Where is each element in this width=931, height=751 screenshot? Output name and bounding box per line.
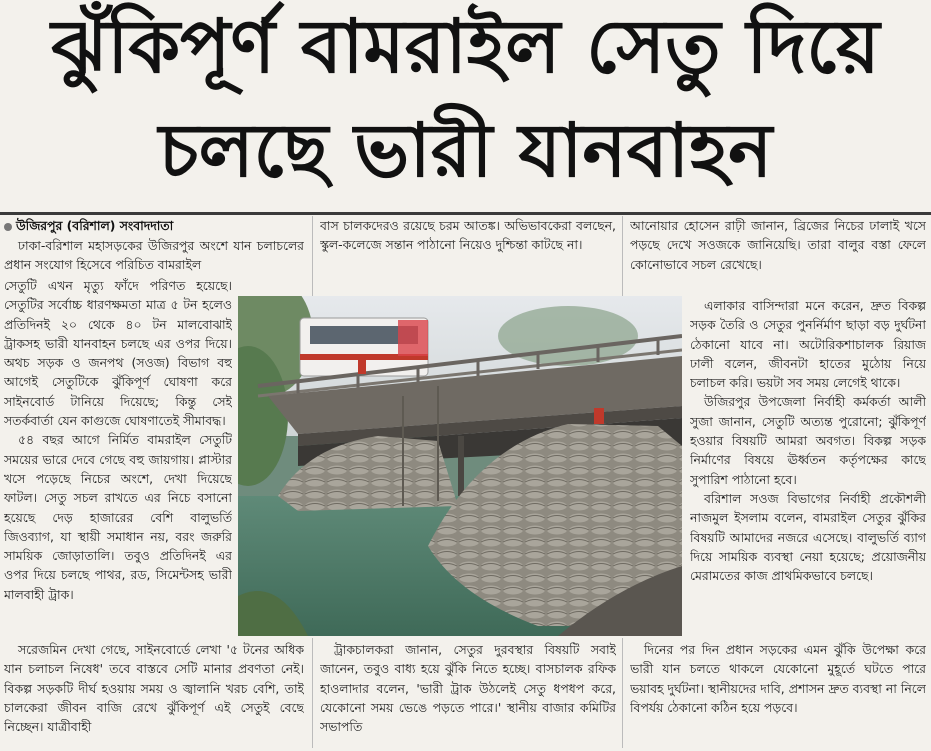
paragraph: উজিরপুর উপজেলা নির্বাহী কর্মকর্তা আলী সুজা জানান, সেতুটি অত্যন্ত পুরোনো; ঝুঁকিপূর্ণ হওয়ার বিষয়টি আমরা অবগত। বিকল্প সড়ক নির্মাণের বিষয়ে ঊর্ধ্বতন কর্তৃপক্ষের কাছে সুপারিশ পাঠানো হবে। [690, 394, 926, 487]
paragraph: সেতুটি এখন মৃত্যু ফাঁদে পরিণত হয়েছে। সেতুটির সর্বোচ্চ ধারণক্ষমতা মাত্র ৫ টন হলেও প্রতিদিনই ২০ থেকে ৪০ টন মালবোঝাই ট্রাকসহ ভারী যানবাহন চলছে এর ওপর দিয়ে। অথচ সড়ক ও জনপথ (সওজ) বিভাগ বহু আগেই সেতুটিকে ঝুঁকিপূর্ণ ঘোষণা করে সাইনবোর্ড টানিয়ে দিয়েছে; কিন্তু সেই সতর্কবার্তা যেন কাগুজে ঘোষণাতেই সীমাবদ্ধ। [4, 278, 232, 429]
article-column-middle-bottom [320, 640, 616, 748]
paragraph: বরিশাল সওজ বিভাগের নির্বাহী প্রকৌশলী নাজমুল ইসলাম বলেন, বামরাইল সেতুর ঝুঁকির বিষয়টি আমাদের নজরে এসেছে। বালুভর্তি ব্যাগ দিয়ে সাময়িক ব্যবস্থা নেয়া হয়েছে; প্রয়োজনীয় মেরামতের কাজ প্রাথমিকভাবে চলছে। [690, 490, 926, 584]
paragraph: ৫৪ বছর আগে নির্মিত বামরাইল সেতুটি সময়ের ভারে দেবে গেছে বহু জায়গায়। প্লাস্টার খসে পড়েছে নিচের অংশে, দেখা দিয়েছে ফাটল। সেতু সচল রাখতে এর নিচে বসানো হয়েছে দেড় হাজারের বেশি বালুভর্তি জিওব্যাগ, যা স্থায়ী সমাধান নয়, বরং জরুরি সাময়িক জোড়াতালি। তবুও প্রতিদিনই এর ওপর দিয়ে চলছে পাথর, রড, সিমেন্টসহ ভারী মালবাহী ট্রাক। [4, 432, 232, 602]
bridge-photo [238, 296, 682, 636]
article-column-right-bottom [630, 640, 926, 748]
article-column-right-top [630, 216, 926, 294]
bridge-photo-illustration [238, 296, 682, 636]
byline-text: উজিরপুর (বরিশাল) সংবাদদাতা [16, 218, 174, 233]
paragraph: দিনের পর দিন প্রধান সড়কের এমন ঝুঁকি উপেক্ষা করে ভারী যান চলতে থাকলে যেকোনো মুহূর্তে ঘটতে পারে ভয়াবহ দুর্ঘটনা। স্থানীয়দের দাবি, প্রশাসন দ্রুত ব্যবস্থা না নিলে বিপর্যয় ঠেকানো কঠিন হয়ে পড়বে। [630, 642, 926, 715]
article-column-left [4, 276, 232, 638]
headline-line-1: ঝুঁকিপূর্ণ বামরাইল সেতু দিয়ে [51, 4, 880, 90]
column-divider [312, 216, 313, 296]
column-divider [622, 216, 623, 296]
paragraph: সরেজমিন দেখা গেছে, সাইনবোর্ডে লেখা '৫ টনের অধিক যান চলাচল নিষেধ' তবে বাস্তবে সেটি মানার প্রবণতা নেই। বিকল্প সড়কটি দীর্ঘ হওয়ায় সময় ও জ্বালানি খরচ বেশি, তাই চালকেরা জীবন বাজি রেখে ঝুঁকিপূর্ণ এই সেতুই বেছে নিচ্ছেন। যাত্রীবাহী [4, 642, 304, 735]
paragraph: ঢাকা-বরিশাল মহাসড়কের উজিরপুর অংশে যান চলাচলের প্রধান সংযোগ হিসেবে পরিচিত বামরাইল [4, 238, 304, 273]
article-column-left-top [4, 236, 304, 276]
paragraph: আনোয়ার হোসেন রাঢ়ী জানান, ব্রিজের নিচের ঢালাই খসে পড়ছে দেখে সওজকে জানিয়েছি। তারা বালুর বস্তা ফেলে কোনোভাবে সচল রেখেছে। [630, 218, 926, 272]
article-column-left-bottom [4, 640, 304, 748]
column-divider [622, 638, 623, 748]
headline-line-2: চলছে ভারী যানবাহন [158, 108, 773, 194]
paragraph: বাস চালকদেরও রয়েছে চরম আতঙ্ক। অভিভাবকেরা বলছেন, স্কুল-কলেজে সন্তান পাঠানো নিয়েও দুশ্চিন্তা কাটছে না। [320, 218, 616, 253]
article-column-middle-top [320, 216, 616, 292]
byline [4, 216, 304, 235]
article-column-right [690, 296, 926, 638]
paragraph: এলাকার বাসিন্দারা মনে করেন, দ্রুত বিকল্প সড়ক তৈরি ও সেতুর পুনর্নির্মাণ ছাড়া বড় দুর্ঘটনা ঠেকানো যাবে না। অটোরিকশাচালক রিয়াজ ঢালী বলেন, জীবনটা হাতের মুঠোয় নিয়ে চলাচল করি। ভয়টা সব সময় লেগেই থাকে। [690, 298, 926, 391]
column-divider [312, 638, 313, 748]
paragraph: ট্রাকচালকরা জানান, সেতুর দুরবস্থার বিষয়টি সবাই জানেন, তবুও বাধ্য হয়ে ঝুঁকি নিতে হচ্ছে। বাসচালক রফিক হাওলাদার বলেন, 'ভারী ট্রাক উঠলেই সেতু ধপধপ করে, যেকোনো সময় ভেঙে পড়তে পারে।' স্থানীয় বাজার কমিটির সভাপতি [320, 642, 616, 735]
headline-rule [0, 212, 931, 215]
bullet-icon [4, 223, 12, 231]
